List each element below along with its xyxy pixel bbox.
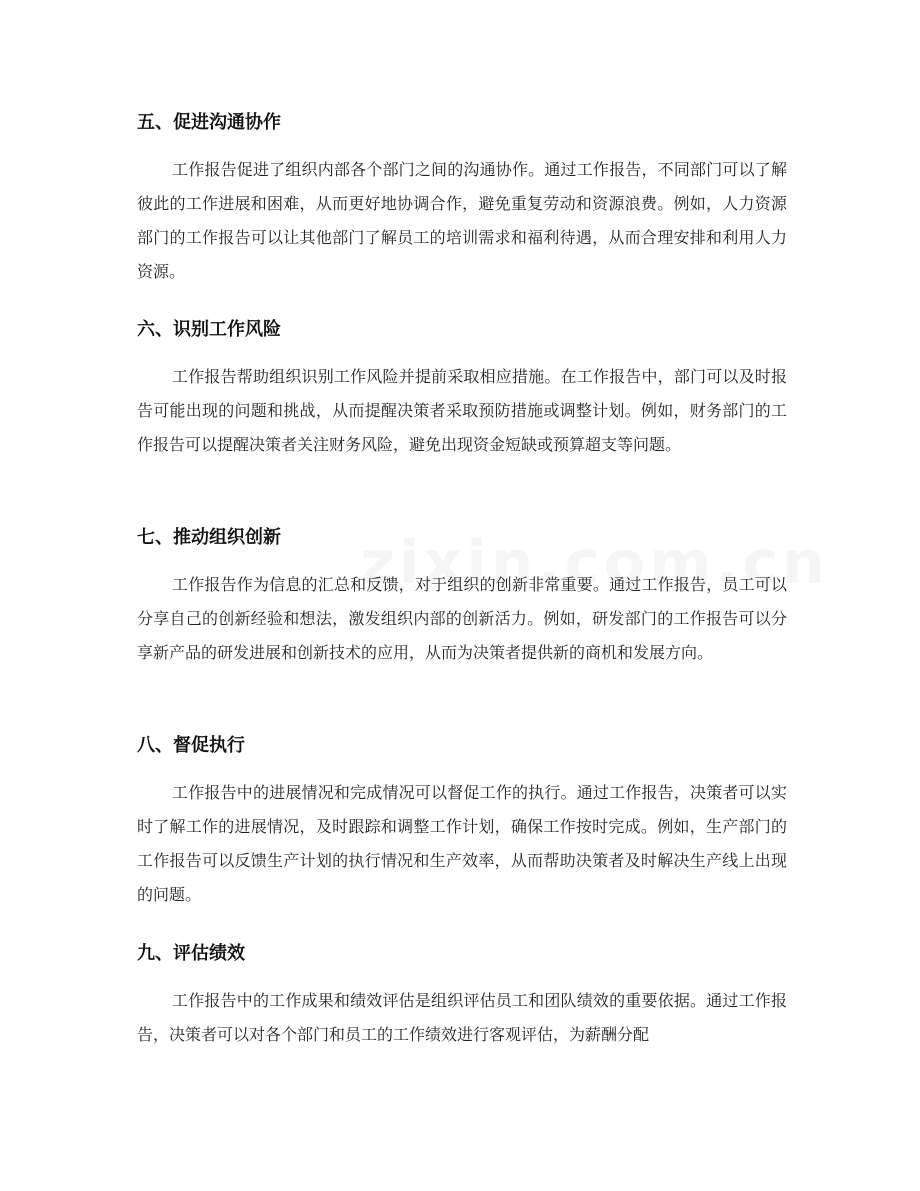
section-9 bbox=[137, 941, 797, 1044]
section-heading: 九、评估绩效 bbox=[137, 943, 245, 964]
section-heading: 八、督促执行 bbox=[137, 735, 245, 756]
section-paragraph: 工作报告中的工作成果和绩效评估是组织评估员工和团队绩效的重要依据。通过工作报告，决策者可以对各个部门和员工的工作绩效进行客观评估，为薪酬分配 bbox=[137, 991, 787, 1044]
section-paragraph: 工作报告帮助组织识别工作风险并提前采取相应措施。在工作报告中，部门可以及时报告可能出现的问题和挑战，从而提醒决策者采取预防措施或调整计划。例如，财务部门的工作报告可以提醒决策者关注财务风险，避免出现资金短缺或预算超支等问题。 bbox=[137, 367, 787, 454]
section-8 bbox=[137, 733, 797, 904]
section-5 bbox=[137, 110, 797, 281]
section-heading: 七、推动组织创新 bbox=[137, 527, 281, 548]
section-paragraph: 工作报告促进了组织内部各个部门之间的沟通协作。通过工作报告，不同部门可以了解彼此的工作进展和困难，从而更好地协调合作，避免重复劳动和资源浪费。例如，人力资源部门的工作报告可以让其他部门了解员工的培训需求和福利待遇，从而合理安排和利用人力资源。 bbox=[137, 160, 787, 281]
section-paragraph: 工作报告作为信息的汇总和反馈，对于组织的创新非常重要。通过工作报告，员工可以分享自己的创新经验和想法，激发组织内部的创新活力。例如，研发部门的工作报告可以分享新产品的研发进展和创新技术的应用，从而为决策者提供新的商机和发展方向。 bbox=[137, 575, 787, 662]
section-6 bbox=[137, 317, 797, 454]
section-7 bbox=[137, 525, 797, 662]
section-paragraph: 工作报告中的进展情况和完成情况可以督促工作的执行。通过工作报告，决策者可以实时了解工作的进展情况，及时跟踪和调整工作计划，确保工作按时完成。例如，生产部门的工作报告可以反馈生产计划的执行情况和生产效率，从而帮助决策者及时解决生产线上出现的问题。 bbox=[137, 783, 787, 904]
section-heading: 六、识别工作风险 bbox=[137, 319, 281, 340]
section-heading: 五、促进沟通协作 bbox=[137, 112, 281, 133]
